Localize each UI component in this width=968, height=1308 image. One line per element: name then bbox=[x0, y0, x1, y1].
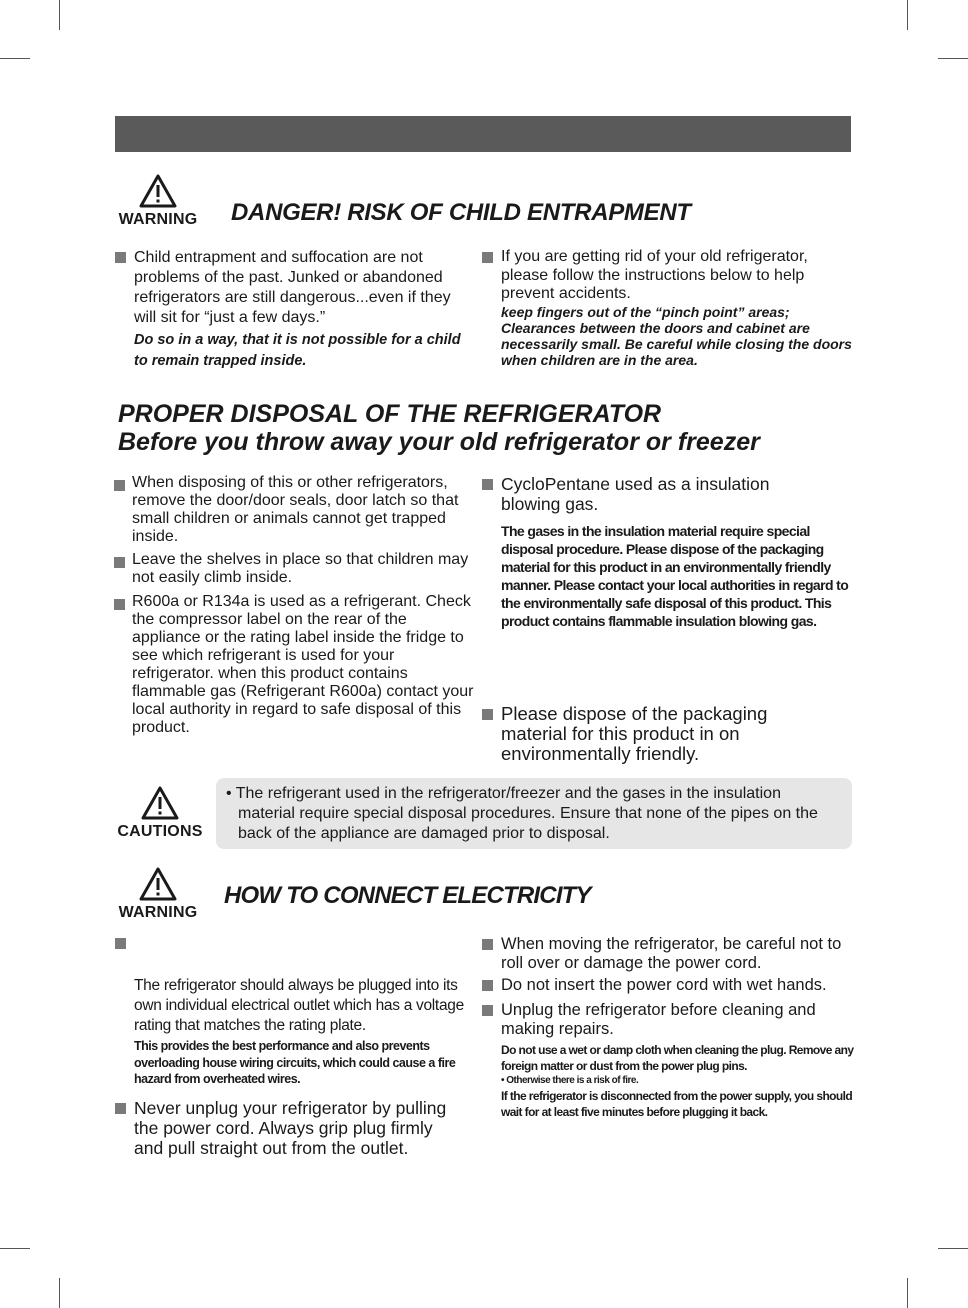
item-bold-text: keep fingers out of the “pinch point” areas; Clearances between the doors and cabinet are necessarily small. Be careful while closing the doors when children are in the area. bbox=[501, 303, 852, 368]
item-bold-text: If the refrigerator is disconnected from the power supply, you should wait for at least five minutes before plugging it back. bbox=[501, 1089, 853, 1119]
item-bold-text-group bbox=[501, 1042, 856, 1120]
item-text: Leave the shelves in place so that children may not easily climb inside. bbox=[132, 551, 469, 586]
list-item bbox=[482, 1001, 854, 1039]
square-bullet-icon bbox=[482, 980, 493, 991]
warning-triangle-icon bbox=[140, 785, 180, 821]
square-bullet-icon bbox=[114, 480, 125, 491]
square-bullet-icon bbox=[114, 557, 125, 568]
crop-mark bbox=[938, 58, 968, 59]
crop-mark bbox=[0, 58, 30, 59]
square-bullet-icon bbox=[115, 1103, 126, 1114]
item-bold-text: This provides the best performance and also prevents overloading house wiring circuits, which could cause a fire hazard from overheated wires. bbox=[134, 1039, 456, 1086]
warning-triangle-icon bbox=[138, 866, 178, 902]
list-item bbox=[482, 474, 854, 630]
crop-mark bbox=[938, 1248, 968, 1249]
square-bullet-icon bbox=[482, 709, 493, 720]
item-bold-text: The gases in the insulation material require special disposal procedure. Please dispose of the packaging material for this product in an environmentally friendly manner. Please contact your local authorities in regard to the environmentally safe disposal of this product. This product contains flammable insulation blowing gas. bbox=[501, 523, 849, 629]
cautions-text: • The refrigerant used in the refrigerator/freezer and the gases in the insulation material require special disposal procedures. Ensure that none of the pipes on the back of the appliance are damaged prior to disposal. bbox=[226, 785, 818, 842]
item-text: Please dispose of the packaging material for this product in on environmentally friendly. bbox=[501, 703, 768, 764]
disposal-title-line2: Before you throw away your old refrigerator or freezer bbox=[118, 428, 760, 456]
item-text: R600a or R134a is used as a refrigerant. Check the compressor label on the rear of the appliance or the rating label inside the fridge to see which refrigerant is used for your refrigerator. when this product contains flammable gas (Refrigerant R600a) contact your local authority in regard to safe disposal of this product. bbox=[132, 593, 474, 736]
warning-label: WARNING bbox=[118, 904, 198, 921]
square-bullet-icon bbox=[482, 939, 493, 950]
section-title: HOW TO CONNECT ELECTRICITY bbox=[224, 882, 591, 909]
warning-label: WARNING bbox=[118, 211, 198, 228]
list-item bbox=[114, 551, 474, 587]
header-bar bbox=[115, 116, 851, 152]
item-text: Child entrapment and suffocation are not problems of the past. Junked or abandoned refrigerators are still dangerous...even if they will sit for “just a few days.” bbox=[134, 249, 451, 326]
item-text bbox=[134, 976, 479, 1088]
disposal-title bbox=[118, 400, 760, 456]
square-bullet-icon bbox=[482, 479, 493, 490]
crop-mark bbox=[907, 1278, 908, 1308]
cautions-label: CAUTIONS bbox=[117, 823, 203, 840]
crop-mark bbox=[59, 1278, 60, 1308]
warning-block bbox=[113, 173, 203, 229]
crop-mark bbox=[59, 0, 60, 30]
square-bullet-icon bbox=[115, 252, 126, 263]
list-item bbox=[482, 248, 854, 368]
list-item bbox=[114, 593, 474, 737]
list-item bbox=[114, 474, 474, 546]
item-text-main: The refrigerator should always be plugged into its own individual electrical outlet which has a voltage rating that matches the rating plate. bbox=[134, 977, 464, 1034]
warning-triangle-icon bbox=[138, 173, 178, 209]
item-text: When disposing of this or other refrigerators, remove the door/door seals, door latch so that small children or animals cannot get trapped inside. bbox=[132, 474, 459, 545]
square-bullet-icon bbox=[482, 1005, 493, 1016]
item-text: Do not insert the power cord with wet hands. bbox=[501, 976, 827, 994]
item-bold-text: Do not use a wet or damp cloth when cleaning the plug. Remove any foreign matter or dust from the power plug pins. bbox=[501, 1043, 854, 1073]
item-text: CycloPentane used as a insulation blowing gas. bbox=[501, 474, 770, 514]
list-item bbox=[482, 976, 854, 995]
list-item bbox=[482, 935, 854, 973]
item-text: When moving the refrigerator, be careful not to roll over or damage the power cord. bbox=[501, 935, 842, 972]
item-text: If you are getting rid of your old refrigerator, please follow the instructions below to help prevent accidents. bbox=[501, 248, 808, 302]
list-item bbox=[482, 704, 854, 764]
cautions-block bbox=[115, 785, 205, 841]
square-bullet-icon bbox=[114, 599, 125, 610]
warning-block bbox=[113, 866, 203, 922]
square-bullet-icon bbox=[115, 938, 126, 949]
list-item bbox=[115, 1098, 465, 1158]
square-bullet-icon bbox=[482, 252, 493, 263]
crop-mark bbox=[0, 1248, 30, 1249]
section-title: DANGER! RISK OF CHILD ENTRAPMENT bbox=[231, 199, 691, 226]
crop-mark bbox=[907, 0, 908, 30]
list-item bbox=[115, 248, 465, 372]
item-bold-text: Do so in a way, that it is not possible for a child to remain trapped inside. bbox=[134, 332, 461, 369]
disposal-title-line1: PROPER DISPOSAL OF THE REFRIGERATOR bbox=[118, 400, 662, 428]
item-bold-text: • Otherwise there is a risk of fire. bbox=[501, 1075, 639, 1086]
item-text: Unplug the refrigerator before cleaning and making repairs. bbox=[501, 1001, 816, 1038]
item-text: Never unplug your refrigerator by pulling the power cord. Always grip plug firmly and pull straight out from the outlet. bbox=[134, 1098, 447, 1158]
